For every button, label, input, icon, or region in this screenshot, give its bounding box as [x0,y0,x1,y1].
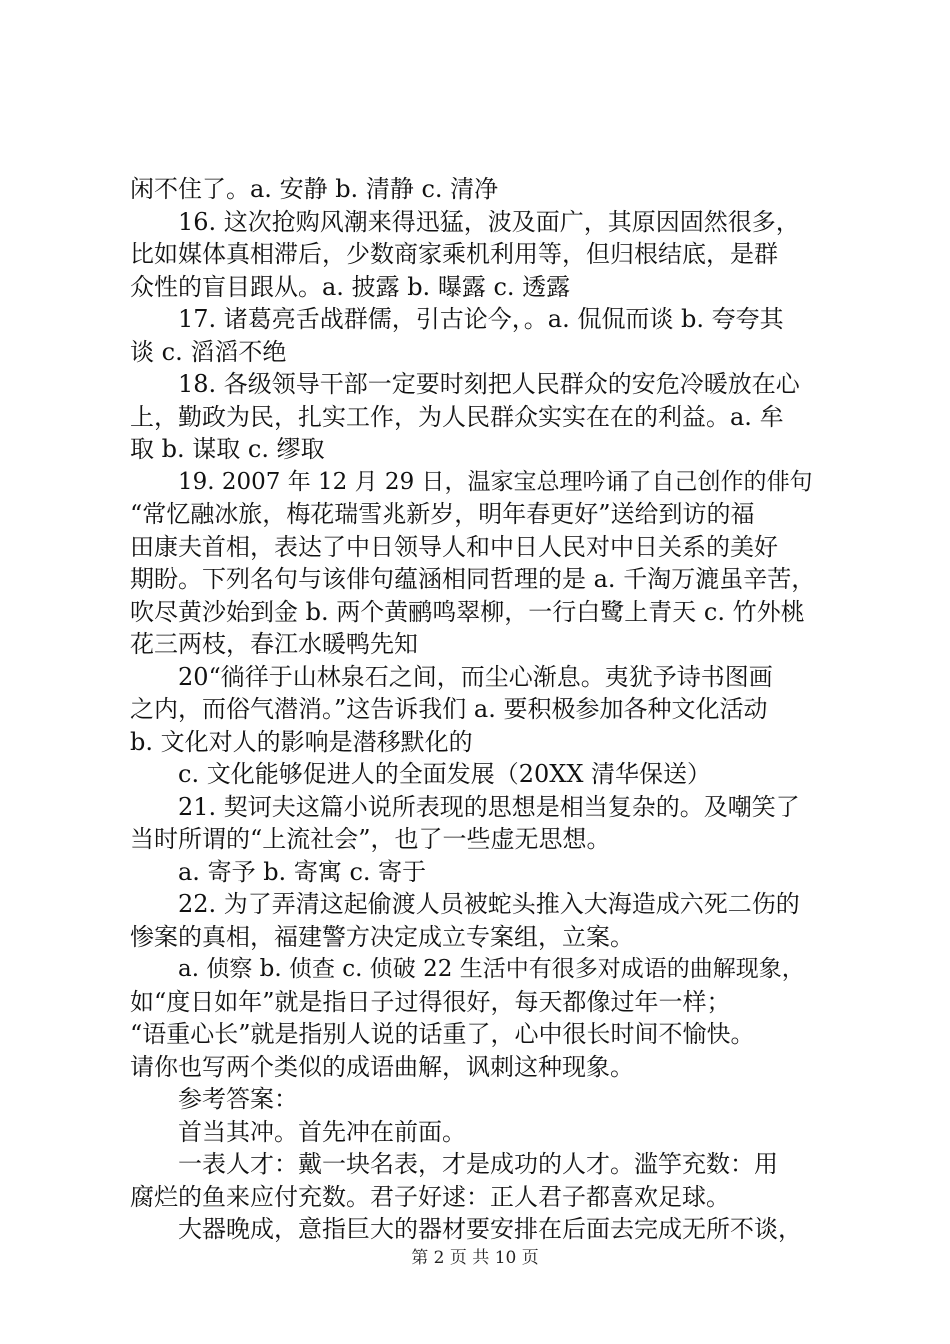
text-line: 腐烂的鱼来应付充数。君子好逑：正人君子都喜欢足球。 [130,1182,730,1211]
text-line: 比如媒体真相滞后，少数商家乘机利用等，但归根结底，是群 [130,240,778,268]
text-line: 田康夫首相，表达了中日领导人和中日人民对中日关系的美好 [130,532,778,561]
text-line: 20“徜徉于山林泉石之间，而尘心渐息。夷犹予诗书图画 [178,662,773,691]
text-line: 之内，而俗气潜消。”这告诉我们 a. 要积极参加各种文化活动 [130,695,768,723]
document-body [130,173,830,1246]
text-line: 19. 2007 年 12 月 29 日，温家宝总理吟诵了自己创作的俳句 [178,468,813,495]
text-line: 一表人才：戴一块名表，才是成功的人才。滥竽充数：用 [178,1150,778,1178]
text-line: 上，勤政为民，扎实工作，为人民群众实实在在的利益。a. 牟 [130,402,784,431]
text-line: 期盼。下列名句与该俳句蕴涵相同哲理的是 a. 千淘万漉虽辛苦， [130,565,816,593]
text-line: 谈 c. 滔滔不绝 [130,337,287,366]
text-line: a. 寄予 b. 寄寓 c. 寄于 [178,857,427,886]
text-line: 当时所谓的“上流社会”，也了一些虚无思想。 [130,825,611,853]
text-line: “常忆融冰旅，梅花瑞雪兆新岁，明年春更好”送给到访的福 [130,500,755,528]
text-line: 16. 这次抢购风潮来得迅猛，波及面广，其原因固然很多， [178,207,800,236]
text-line: 参考答案： [178,1085,298,1113]
text-line: 21. 契诃夫这篇小说所表现的思想是相当复杂的。及嘲笑了 [178,792,800,821]
text-line: 22. 为了弄清这起偷渡人员被蛇头推入大海造成六死二伤的 [178,890,800,918]
text-line: 请你也写两个类似的成语曲解，讽刺这种现象。 [130,1052,634,1081]
text-line: 闲不住了。a. 安静 b. 清静 c. 清净 [130,175,499,203]
text-line: 大器晚成，意指巨大的器材要安排在后面去完成无所不谈， [178,1215,802,1243]
text-line: c. 文化能够促进人的全面发展（20XX 清华保送） [178,760,712,788]
text-line: 如“度日如年”就是指日子过得很好，每天都像过年一样； [130,987,731,1016]
page-footer: 第 2 页 共 10 页 [411,1248,539,1268]
text-line: 18. 各级领导干部一定要时刻把人民群众的安危冷暖放在心 [178,370,800,398]
text-line: 首当其冲。首先冲在前面。 [178,1117,466,1146]
text-line: “语重心长”就是指别人说的话重了，心中很长时间不愉快。 [130,1020,755,1048]
text-line: b. 文化对人的影响是潜移默化的 [130,727,473,756]
text-line: 花三两枝，春江水暖鸭先知 [130,630,418,658]
text-line: 众性的盲目跟从。a. 披露 b. 曝露 c. 透露 [130,272,571,301]
text-line: 取 b. 谋取 c. 缪取 [130,435,325,463]
text-line: 17. 诸葛亮舌战群儒，引古论今，。a. 侃侃而谈 b. 夸夸其 [178,305,784,333]
text-line: 惨案的真相，福建警方决定成立专案组，立案。 [130,922,634,951]
text-line: 吹尽黄沙始到金 b. 两个黄鹂鸣翠柳，一行白鹭上青天 c. 竹外桃 [130,597,805,626]
text-line: a. 侦察 b. 侦查 c. 侦破 22 生活中有很多对成语的曲解现象， [178,956,805,982]
